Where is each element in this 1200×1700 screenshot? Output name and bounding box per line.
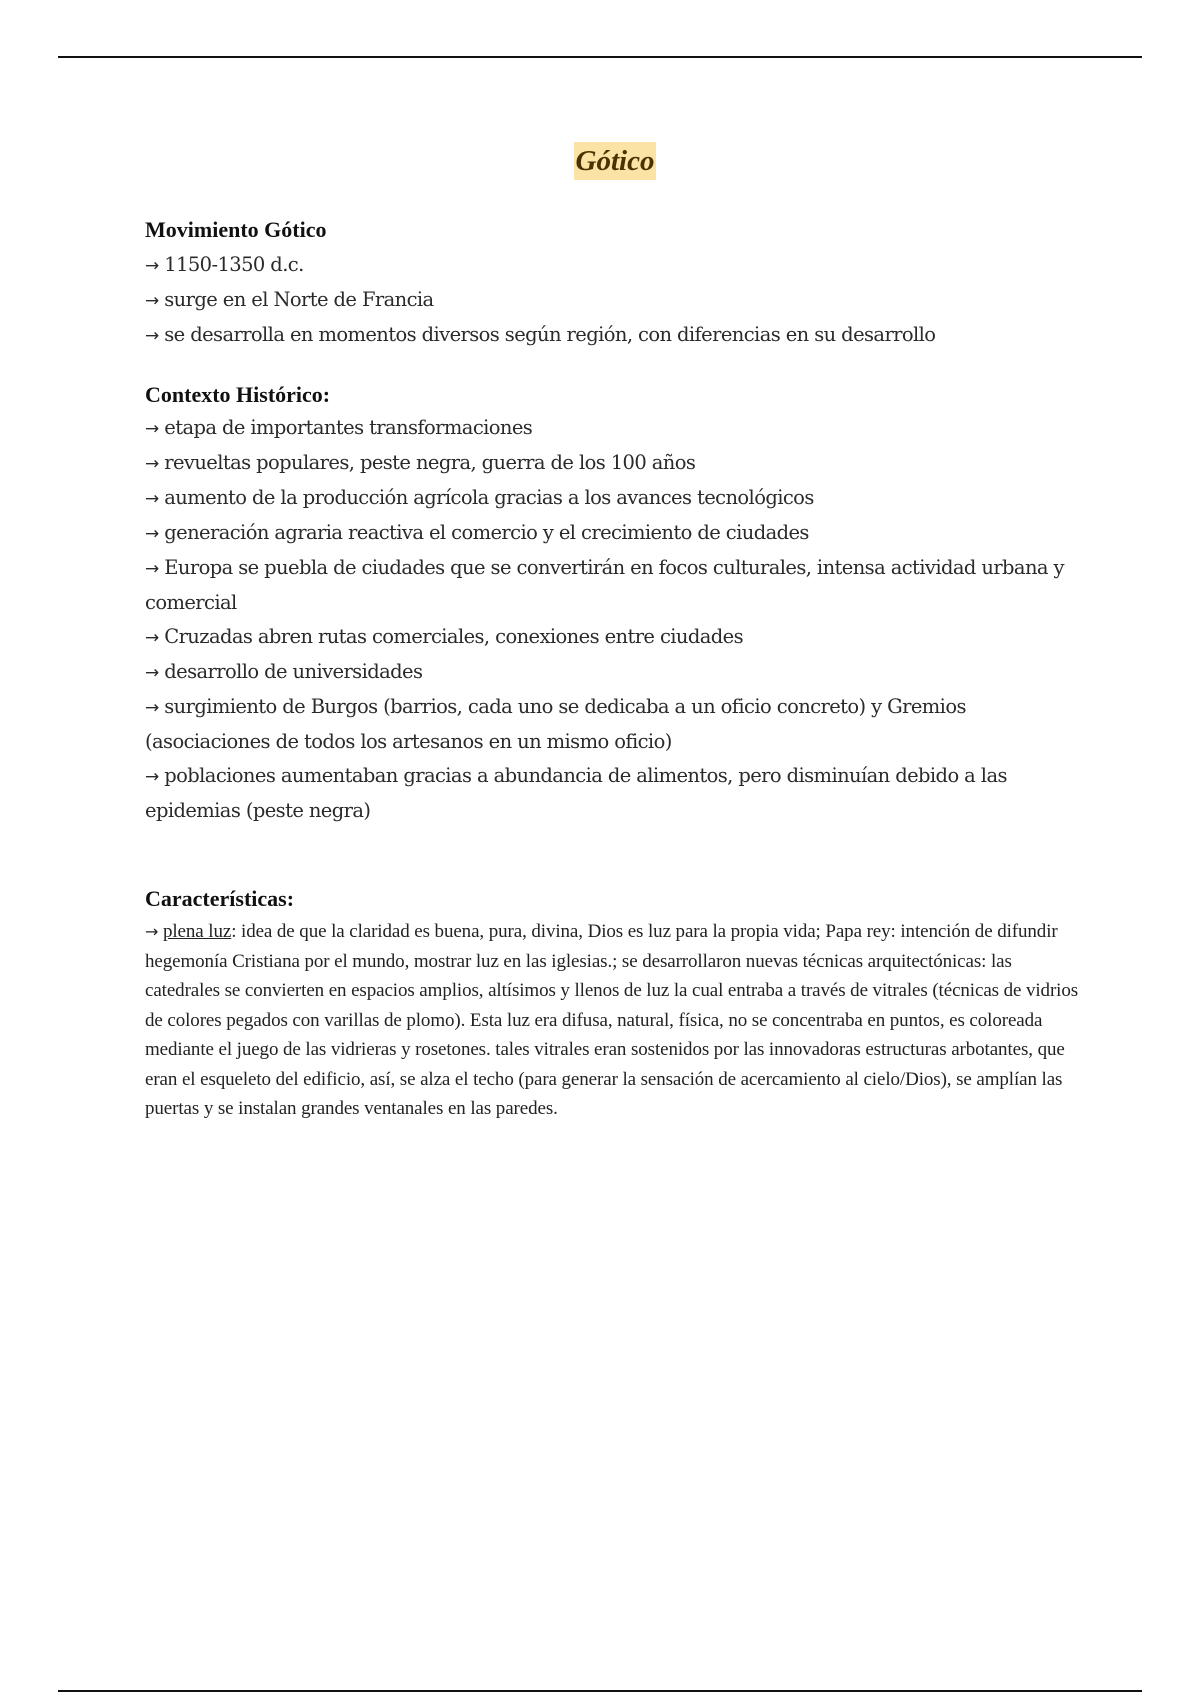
list-item-text: revueltas populares, peste negra, guerra de los 100 años bbox=[164, 451, 696, 474]
list-item-text: se desarrolla en momentos diversos según región, con diferencias en su desarrollo bbox=[164, 323, 936, 346]
arrow-icon: → bbox=[145, 326, 159, 346]
list-item-text: Cruzadas abren rutas comerciales, conexiones entre ciudades bbox=[164, 625, 744, 648]
arrow-icon: → bbox=[145, 767, 159, 787]
list-item-text: etapa de importantes transformaciones bbox=[164, 416, 533, 439]
list-item bbox=[145, 655, 1090, 690]
arrow-icon: → bbox=[145, 559, 159, 579]
list-item-text: Europa se puebla de ciudades que se convertirán en focos culturales, intensa actividad urbana y comercial bbox=[145, 556, 1064, 614]
top-rule bbox=[58, 56, 1142, 58]
arrow-icon: → bbox=[145, 256, 159, 276]
section-heading: Movimiento Gótico bbox=[145, 217, 327, 242]
bottom-rule bbox=[58, 1690, 1142, 1692]
title-container bbox=[0, 142, 1200, 180]
arrow-icon: → bbox=[145, 419, 159, 439]
section-contexto bbox=[145, 381, 1090, 828]
list-item bbox=[145, 620, 1090, 655]
list-item bbox=[145, 516, 1090, 551]
list-item bbox=[145, 551, 1090, 620]
paragraph-text: : idea de que la claridad es buena, pura, divina, Dios es luz para la propia vida; Papa rey: intención de difundir hegemonía Cristiana por el mundo, mostrar luz en las iglesias.; se desarrollaron nuevas técnicas arquitectónicas: las catedrales se convierten en espacios amplios, altísimos y llenos de luz la cual entraba a través de vitrales (técnicas de vidrios de colores pegados con varillas de plomo). Esta luz era difusa, natural, física, no se concentraba en puntos, es coloreada mediante el juego de las vidrieras y rosetones. tales vitrales eran sostenidos por las innovadoras estructuras arbotantes, que eran el esqueleto del edificio, así, se alza el techo (para generar la sensación de acercamiento al cielo/Dios), se amplían las puertas y se instalan grandes ventanales en las paredes. bbox=[145, 921, 1079, 1119]
arrow-icon: → bbox=[145, 291, 159, 311]
list-item-text: desarrollo de universidades bbox=[164, 660, 423, 683]
list-item-text: surge en el Norte de Francia bbox=[164, 288, 434, 311]
arrow-icon: → bbox=[145, 489, 159, 509]
section-heading: Características: bbox=[145, 886, 295, 911]
arrow-icon: → bbox=[145, 628, 159, 648]
list-item-text: 1150-1350 d.c. bbox=[164, 253, 304, 276]
list-item-text: aumento de la producción agrícola gracias a los avances tecnológicos bbox=[164, 486, 814, 509]
list-item bbox=[145, 248, 1090, 283]
page-title: Gótico bbox=[574, 142, 657, 180]
section-movimiento bbox=[145, 216, 1090, 353]
arrow-icon: → bbox=[145, 663, 159, 683]
section-caracteristicas bbox=[145, 885, 1090, 1124]
list-item bbox=[145, 690, 1090, 759]
underlined-term: plena luz bbox=[162, 921, 232, 942]
characteristics-paragraph bbox=[145, 917, 1090, 1124]
list-item-text: generación agraria reactiva el comercio y el crecimiento de ciudades bbox=[164, 521, 809, 544]
list-item-text: poblaciones aumentaban gracias a abundancia de alimentos, pero disminuían debido a las epidemias (peste negra) bbox=[145, 764, 1007, 822]
arrow-icon: → bbox=[145, 922, 159, 941]
list-item-text: surgimiento de Burgos (barrios, cada uno se dedicaba a un oficio concreto) y Gremios (asociaciones de todos los artesanos en un mismo oficio) bbox=[145, 695, 966, 753]
list-item bbox=[145, 759, 1090, 828]
list-item bbox=[145, 481, 1090, 516]
arrow-icon: → bbox=[145, 524, 159, 544]
section-heading: Contexto Histórico: bbox=[145, 382, 331, 407]
arrow-icon: → bbox=[145, 454, 159, 474]
list-item bbox=[145, 318, 1090, 353]
list-item bbox=[145, 446, 1090, 481]
list-item bbox=[145, 411, 1090, 446]
arrow-icon: → bbox=[145, 698, 159, 718]
list-item bbox=[145, 283, 1090, 318]
